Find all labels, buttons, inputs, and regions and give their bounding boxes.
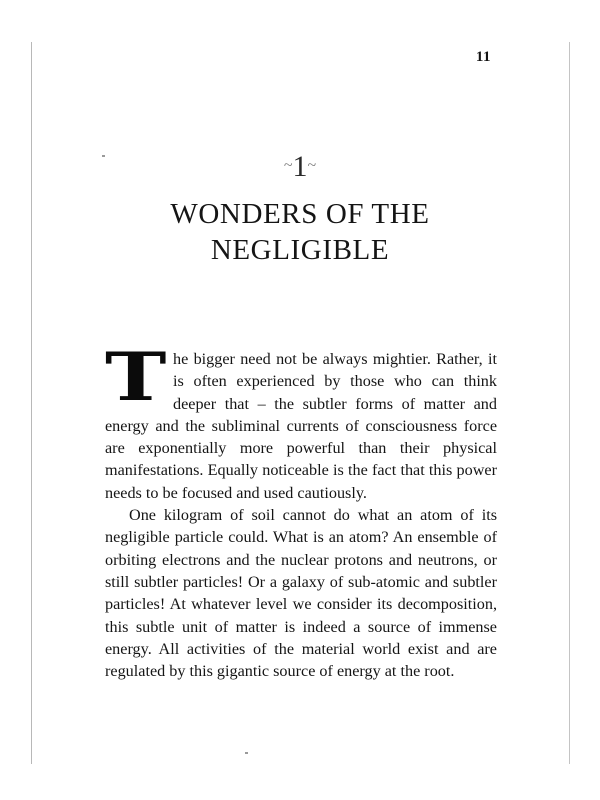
paragraph-1-text: he bigger need not be always mightier. Rather, it is often experienced by those who can think deeper that – the subtler forms of matter and energy and the subliminal currents of consciousness force are exponentially more powerful than their physical manifestations. Equally noticeable is the fact that this power needs to be focused and used cautiously. xyxy=(105,350,497,502)
chapter-title-line-2: NEGLIGIBLE xyxy=(210,234,390,266)
chapter-title xyxy=(0,196,600,268)
chapter-body xyxy=(105,338,497,682)
drop-cap: T xyxy=(105,338,167,416)
paragraph-1 xyxy=(105,338,497,504)
scan-speck xyxy=(245,752,248,754)
scan-speck xyxy=(102,155,105,157)
ornament-left: ~ xyxy=(283,157,293,174)
chapter-number-value: 1 xyxy=(292,150,308,183)
chapter-number xyxy=(0,150,600,183)
chapter-title-line-1: WONDERS OF THE xyxy=(170,198,430,230)
ornament-right: ~ xyxy=(307,157,317,174)
page-number: 11 xyxy=(475,49,491,65)
paragraph-2: One kilogram of soil cannot do what an atom of its negligible particle could. What is an atom? An ensemble of orbiting electrons and the nuclear protons and neutrons, or still subtler particles! Or a galaxy of sub-atomic and subtler particles! At whatever level we consider its decomposition, this subtle unit of matter is indeed a source of immense energy. All activities of the material world exist and are regulated by this gigantic source of energy at the root. xyxy=(105,506,497,681)
